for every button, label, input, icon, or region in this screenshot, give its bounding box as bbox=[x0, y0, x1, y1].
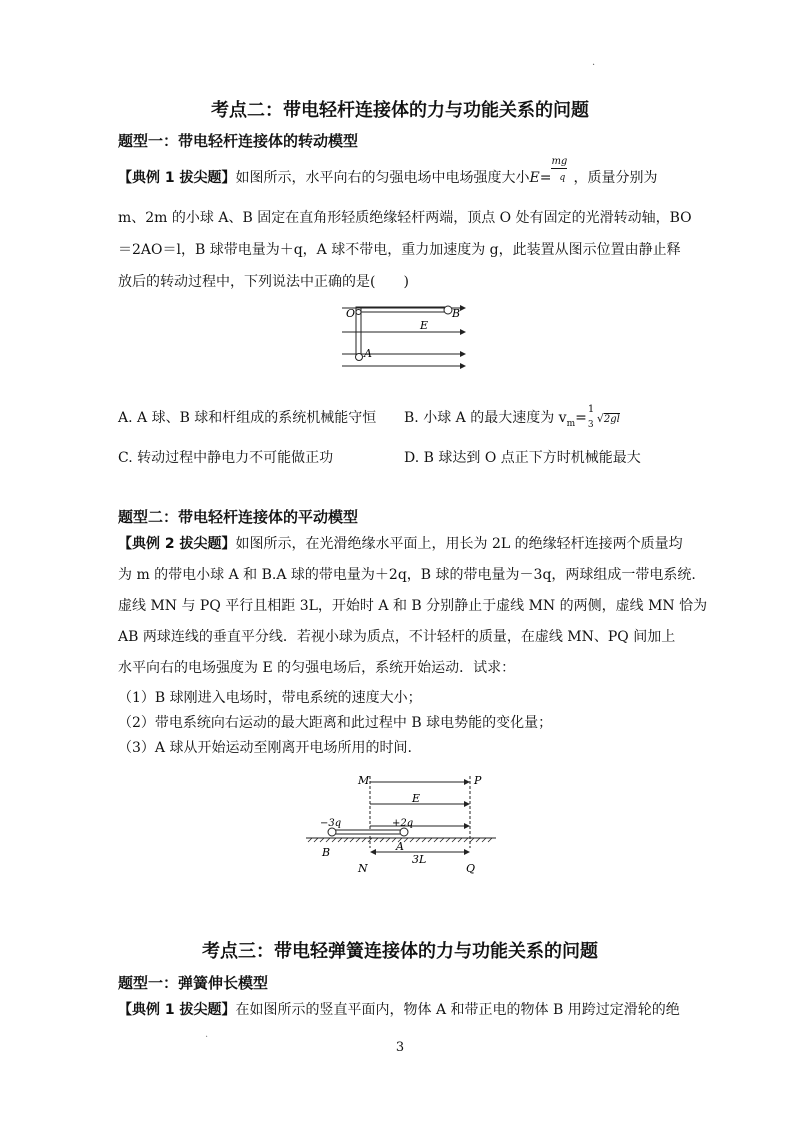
problem-line: 放后的转动过程中，下列说法中正确的是( ) bbox=[118, 274, 409, 290]
section-title: 考点二：带电轻杆连接体的力与功能关系的问题 bbox=[211, 100, 589, 121]
option-b: B. 小球 A 的最大速度为 $v_m=$ 1 3 √2gl bbox=[404, 404, 620, 430]
fraction: $\frac{mg}{q}$ bbox=[551, 156, 568, 183]
label-E: E bbox=[412, 792, 421, 805]
label-A-charge: +2q bbox=[392, 818, 414, 829]
rotating-rod-figure bbox=[338, 300, 468, 372]
label-B: B bbox=[322, 846, 331, 859]
label-B-charge: −3q bbox=[320, 818, 342, 829]
label-3L: 3L bbox=[412, 853, 427, 866]
translating-rod-figure bbox=[300, 768, 500, 878]
option-c: C. 转动过程中静电力不可能做正功 bbox=[118, 450, 334, 466]
label-B: B bbox=[452, 307, 461, 320]
ball-B bbox=[444, 306, 452, 314]
page-mark: · bbox=[205, 1032, 209, 1043]
problem-text: 如图所示，在光滑绝缘水平面上，用长为 2L 的绝缘轻杆连接两个质量均 bbox=[235, 536, 683, 552]
problem-line: m、2m 的小球 A、B 固定在直角形轻质绝缘轻杆两端，顶点 O 处有固定的光滑转动轴，BO bbox=[118, 210, 692, 226]
problem-line: 虚线 MN 与 PQ 平行且相距 3L，开始时 A 和 B 分别静止于虚线 MN 的两侧，虚线 MN 恰为 bbox=[118, 598, 708, 614]
label-A: A bbox=[364, 347, 372, 360]
problem-tag: 【典例 2 拔尖题】 bbox=[118, 536, 236, 552]
label-Q: Q bbox=[466, 862, 476, 875]
label-A: A bbox=[396, 840, 404, 853]
sub-question: （1）B 球刚进入电场时，带电系统的速度大小； bbox=[118, 690, 422, 706]
problem-text: 如图所示，水平向右的匀强电场中电场强度大小 bbox=[235, 170, 530, 186]
ball-B bbox=[328, 828, 336, 836]
page-mark: · bbox=[592, 60, 596, 71]
sub-question: （2）带电系统向右运动的最大距离和此过程中 B 球电势能的变化量； bbox=[118, 715, 553, 731]
label-O: O bbox=[346, 307, 356, 320]
label-P: P bbox=[474, 774, 482, 787]
option-d: D. B 球达到 O 点正下方时机械能最大 bbox=[404, 450, 641, 466]
problem-line: 水平向右的电场强度为 E 的匀强电场后，系统开始运动．试求： bbox=[118, 660, 516, 676]
problem-line: 为 m 的带电小球 A 和 B.A 球的带电量为＋2q，B 球的带电量为－3q，两球组成一带电系统. bbox=[118, 567, 696, 583]
option-a: A. A 球、B 球和杆组成的系统机械能守恒 bbox=[118, 410, 377, 426]
question-type-title: 题型一：弹簧伸长模型 bbox=[118, 974, 269, 992]
insulating-rod bbox=[332, 830, 404, 834]
problem-line bbox=[118, 156, 658, 188]
math-expr: E= bbox=[529, 170, 552, 186]
section-title: 考点三：带电轻弹簧连接体的力与功能关系的问题 bbox=[202, 941, 598, 962]
problem-text: 在如图所示的竖直平面内，物体 A 和带正电的物体 B 用跨过定滑轮的绝 bbox=[235, 1002, 680, 1018]
problem-line: AB 两球连线的垂直平分线．若视小球为质点，不计轻杆的质量，在虚线 MN、PQ 间加上 bbox=[118, 629, 676, 645]
problem-text: ，质量分别为 bbox=[573, 170, 658, 186]
pivot-O bbox=[356, 310, 361, 315]
label-M: M bbox=[358, 774, 370, 787]
label-N: N bbox=[358, 862, 368, 875]
problem-tag: 【典例 1 拔尖题】 bbox=[118, 170, 236, 186]
problem-line: ＝2AO＝l，B 球带电量为＋q，A 球不带电，重力加速度为 g，此装置从图示位置由静止释 bbox=[118, 242, 681, 258]
problem-line bbox=[118, 1000, 680, 1020]
sub-question: （3）A 球从开始运动至刚离开电场所用的时间. bbox=[118, 740, 412, 756]
ball-A bbox=[400, 828, 408, 836]
problem-line bbox=[118, 534, 683, 554]
problem-tag: 【典例 1 拔尖题】 bbox=[118, 1002, 236, 1018]
page-number: 3 bbox=[395, 1040, 405, 1055]
question-type-title: 题型一：带电轻杆连接体的转动模型 bbox=[118, 132, 359, 150]
ball-A bbox=[356, 354, 363, 361]
question-type-title: 题型二：带电轻杆连接体的平动模型 bbox=[118, 508, 359, 526]
label-E: E bbox=[420, 319, 429, 332]
